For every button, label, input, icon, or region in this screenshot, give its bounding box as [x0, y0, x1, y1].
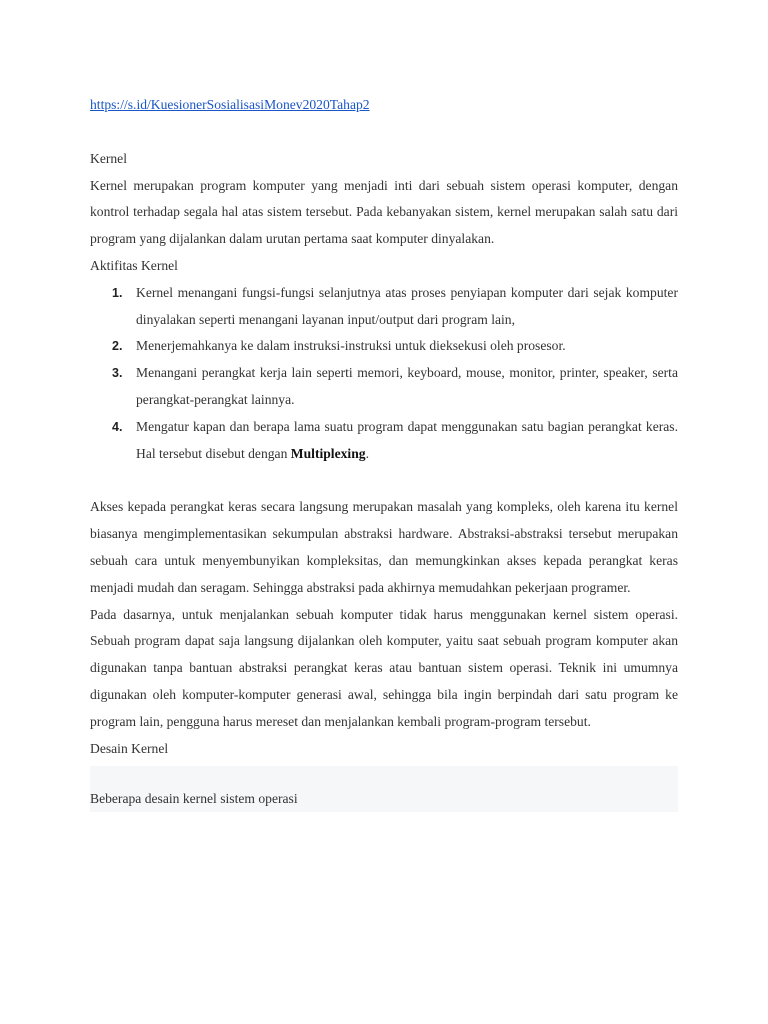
multiplexing-term: Multiplexing [290, 445, 366, 461]
design-section-box [90, 766, 678, 812]
list-item-text-end: . [365, 445, 369, 461]
list-number: 1. [112, 285, 123, 300]
list-item-text: Menerjemahkanya ke dalam instruksi-instruksi untuk dieksekusi oleh prosesor. [136, 338, 566, 354]
list-item [90, 280, 678, 334]
activity-list-block [90, 280, 678, 468]
heading-aktifitas-kernel: Aktifitas Kernel [90, 257, 178, 273]
paragraph-desain: Beberapa desain kernel sistem operasi [90, 790, 298, 806]
heading-kernel: Kernel [90, 150, 127, 166]
list-item-text: Kernel menangani fungsi-fungsi selanjutnya atas proses penyiapan komputer dari sejak komputer dinyalakan seperti menangani layanan input/output dari program lain, [136, 284, 678, 327]
questionnaire-link[interactable]: https://s.id/KuesionerSosialisasiMonev2020Tahap2 [90, 97, 370, 112]
document-page [90, 92, 678, 812]
paragraph-dasar: Pada dasarnya, untuk menjalankan sebuah komputer tidak harus menggunakan kernel sistem operasi. Sebuah program dapat saja langsung dijalankan oleh komputer, yaitu saat sebuah program komputer akan digunakan tanpa bantuan abstraksi perangkat keras atau bantuan sistem operasi. Teknik ini umumnya digunakan oleh komputer-komputer generasi awal, sehingga bila ingin berpindah dari satu program ke program lain, pengguna harus mereset dan menjalankan kembali program-program tersebut. [90, 606, 678, 729]
list-item [90, 333, 678, 360]
list-item-text: Mengatur kapan dan berapa lama suatu program dapat menggunakan satu bagian perangkat keras. Hal tersebut disebut dengan [136, 418, 678, 461]
list-item-text: Menangani perangkat kerja lain seperti memori, keyboard, mouse, monitor, printer, speaker, serta perangkat-perangkat lainnya. [136, 365, 678, 407]
list-item [90, 414, 678, 468]
paragraph-kernel: Kernel merupakan program komputer yang menjadi inti dari sebuah sistem operasi komputer, dengan kontrol terhadap segala hal atas sistem tersebut. Pada kebanyakan sistem, kernel merupakan salah satu dari program yang dijalankan dalam urutan pertama saat komputer dinyalakan. [90, 177, 678, 247]
list-number: 3. [112, 366, 123, 381]
list-number: 4. [112, 419, 123, 434]
heading-desain-kernel: Desain Kernel [90, 740, 169, 756]
activity-list [90, 280, 678, 468]
list-item [90, 360, 678, 414]
paragraph-akses: Akses kepada perangkat keras secara langsung merupakan masalah yang kompleks, oleh karena itu kernel biasanya mengimplementasikan sekumpulan abstraksi hardware. Abstraksi-abstraksi tersebut merupakan sebuah cara untuk menyembunyikan kompleksitas, dan memungkinkan akses kepada perangkat keras menjadi mudah dan seragam. Sehingga abstraksi pada akhirnya memudahkan pekerjaan programer. [90, 499, 678, 595]
list-number: 2. [112, 339, 123, 354]
